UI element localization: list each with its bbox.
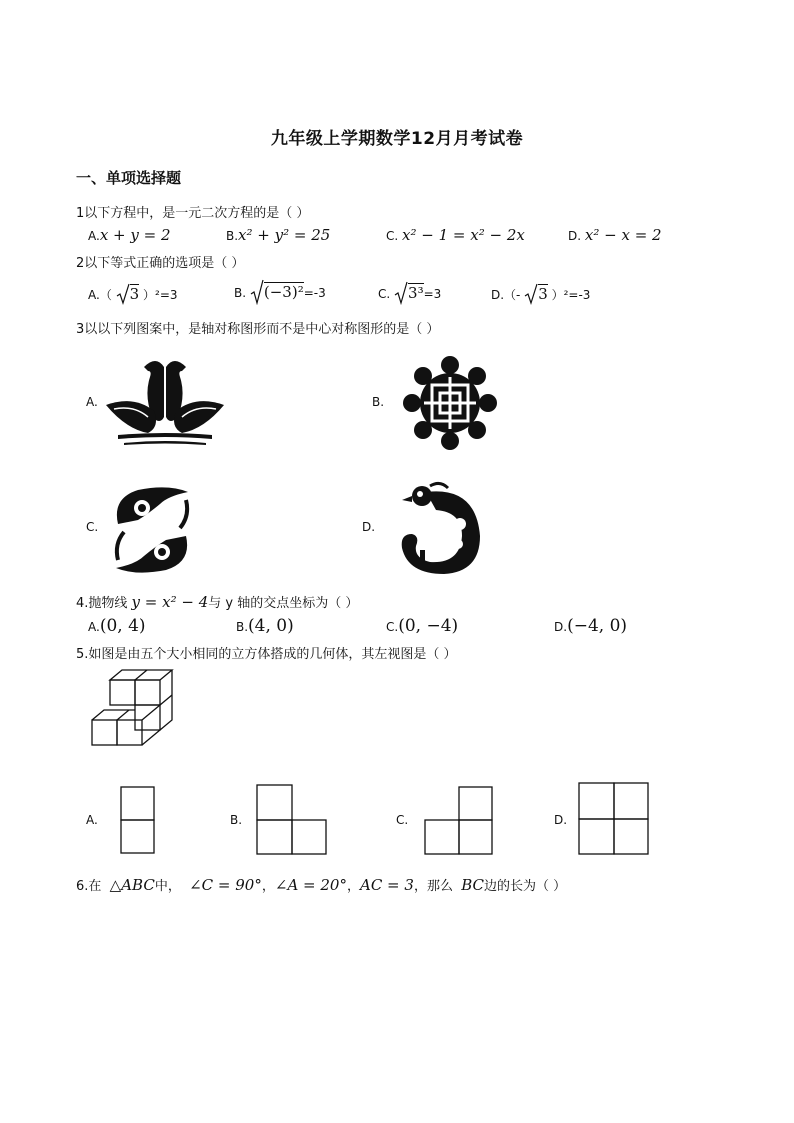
coordinate: (0, −4) xyxy=(398,616,459,636)
q4-post: 与 y 轴的交点坐标为（ ） xyxy=(208,596,359,611)
q3-option-a-swans-icon[interactable] xyxy=(104,355,226,447)
triangle-abc: △ABC xyxy=(109,876,155,894)
parabola-expr: y = x² − 4 xyxy=(131,593,209,611)
coordinate: (0, 4) xyxy=(99,616,146,636)
q6-pre: 6.在 xyxy=(76,879,102,894)
q5-cube-solid-figure xyxy=(88,668,180,750)
q5-option-b-view[interactable] xyxy=(256,784,328,856)
side-ac: AC = 3 xyxy=(359,876,414,894)
q4-option-b[interactable] xyxy=(236,616,294,636)
coordinate: (4, 0) xyxy=(248,616,294,636)
option-label: D. xyxy=(554,620,568,634)
option-label: B. xyxy=(234,286,247,300)
option-tail: =-3 xyxy=(303,286,326,300)
math-expr: x² − 1 = x² − 2x xyxy=(402,226,525,244)
option-tail: =3 xyxy=(423,287,442,301)
coordinate: (−4, 0) xyxy=(567,616,628,636)
q3-option-d-bird-icon[interactable] xyxy=(396,478,484,578)
q6-post: 边的长为（ ） xyxy=(484,879,567,894)
q5-label-d: D. xyxy=(554,813,568,827)
option-label: B. xyxy=(226,229,239,243)
radicand: 3 xyxy=(538,285,548,303)
angle-c: ∠C = 90° xyxy=(189,876,262,894)
angle-a: ∠A = 20° xyxy=(274,876,347,894)
q4-option-d[interactable] xyxy=(554,616,627,636)
q3-label-c: C. xyxy=(86,520,99,534)
q3-label-a: A. xyxy=(86,395,98,409)
question-3-stem: 3以以下列图案中，是轴对称图形而不是中心对称图形的是（ ） xyxy=(76,322,440,337)
q2-option-c[interactable] xyxy=(378,281,441,308)
q5-label-b: B. xyxy=(230,813,243,827)
side-bc: BC xyxy=(461,876,485,894)
q1-option-a[interactable] xyxy=(88,226,171,244)
sqrt-symbol xyxy=(116,283,130,308)
question-5-stem: 5.如图是由五个大小相同的立方体搭成的几何体，其左视图是（ ） xyxy=(76,647,457,662)
math-expr: x + y = 2 xyxy=(99,226,171,244)
section-heading: 一、单项选择题 xyxy=(76,169,182,187)
q2-option-a[interactable] xyxy=(88,283,178,308)
question-6-stem xyxy=(76,875,566,894)
option-tail: ）²=-3 xyxy=(551,288,591,302)
q4-option-c[interactable] xyxy=(386,616,458,636)
option-label: A.（ xyxy=(88,288,112,302)
q3-option-c-fish-icon[interactable] xyxy=(108,484,196,576)
q5-option-a-view[interactable] xyxy=(120,786,156,856)
math-expr: x² + y² = 25 xyxy=(238,226,331,244)
option-label: A. xyxy=(88,229,100,243)
q4-option-a[interactable] xyxy=(88,616,146,636)
q1-option-b[interactable] xyxy=(226,226,330,244)
q6-mid: 中， xyxy=(154,879,181,894)
sqrt-symbol xyxy=(394,281,408,308)
q5-label-a: A. xyxy=(86,813,98,827)
radicand: (−3)² xyxy=(263,283,304,301)
sqrt-symbol xyxy=(524,283,538,308)
math-expr: x² − x = 2 xyxy=(584,226,662,244)
q1-option-d[interactable] xyxy=(568,226,662,244)
radicand: 3³ xyxy=(408,284,424,302)
q4-pre: 4.抛物线 xyxy=(76,596,128,611)
radicand: 3 xyxy=(129,285,140,303)
question-1-stem: 1以下方程中，是一元二次方程的是（ ） xyxy=(76,206,310,221)
q6-sep1: ， xyxy=(261,879,275,894)
option-label: D. xyxy=(568,229,582,243)
q3-option-b-knot-icon[interactable] xyxy=(402,355,498,451)
option-label: B. xyxy=(236,620,249,634)
option-label: A. xyxy=(88,620,100,634)
option-label: D.（- xyxy=(491,288,521,302)
sqrt-symbol xyxy=(250,279,264,308)
q2-option-b[interactable] xyxy=(234,279,326,308)
q5-option-c-view[interactable] xyxy=(424,786,494,856)
q3-label-d: D. xyxy=(362,520,376,534)
question-4-stem xyxy=(76,592,358,611)
q5-option-d-view[interactable] xyxy=(578,782,650,856)
option-label: C. xyxy=(386,229,399,243)
q3-label-b: B. xyxy=(372,395,385,409)
option-tail: ）²=3 xyxy=(143,288,178,302)
option-label: C. xyxy=(386,620,399,634)
q6-sep2: ， xyxy=(346,879,360,894)
q6-mid2: ，那么 xyxy=(413,879,453,894)
q2-option-d[interactable] xyxy=(491,283,590,308)
q5-label-c: C. xyxy=(396,813,409,827)
page-title: 九年级上学期数学12月月考试卷 xyxy=(270,129,524,149)
question-2-stem: 2以下等式正确的选项是（ ） xyxy=(76,256,245,271)
option-label: C. xyxy=(378,287,391,301)
q1-option-c[interactable] xyxy=(386,226,525,244)
